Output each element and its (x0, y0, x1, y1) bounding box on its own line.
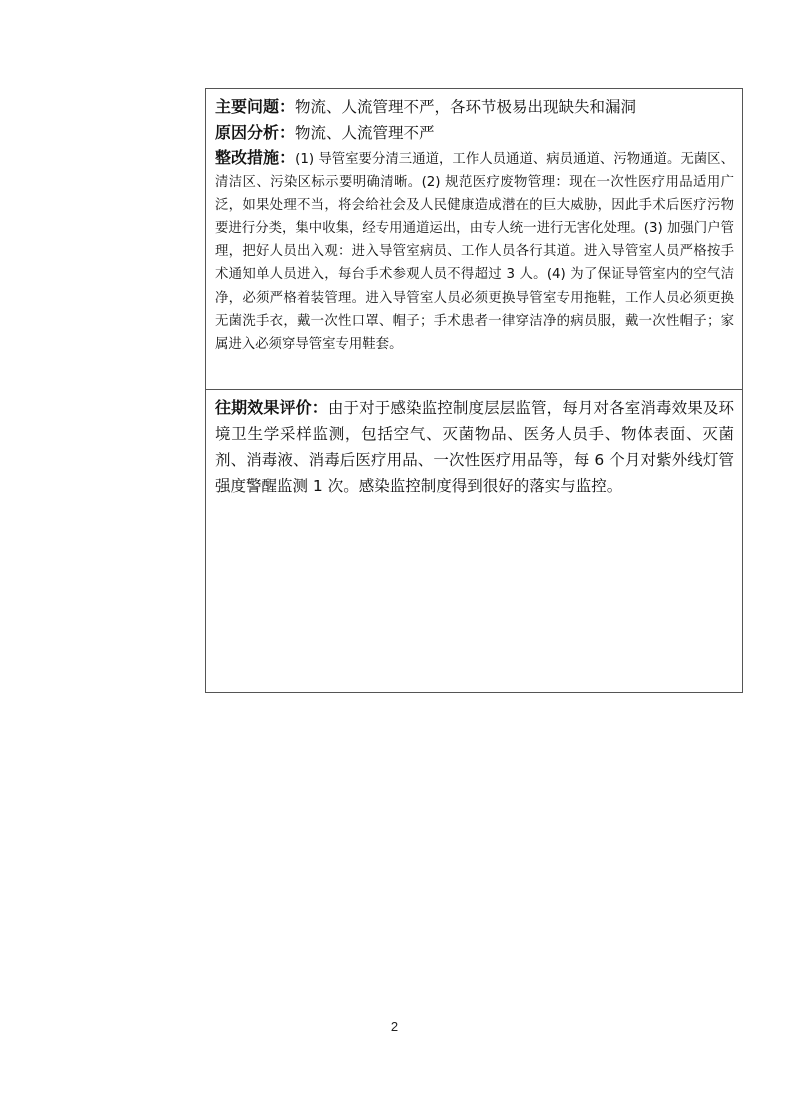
page-number: 2 (390, 1019, 399, 1034)
cause-analysis-text: 物流、人流管理不严 (295, 124, 435, 142)
cause-analysis-row (215, 120, 734, 146)
report-table (205, 88, 743, 693)
evaluation-cell (206, 390, 742, 692)
issue-analysis-cell (206, 89, 742, 390)
main-issue-label: 主要问题： (215, 97, 296, 116)
corrective-measures-text: (1) 导管室要分清三通道，工作人员通道、病员通道、污物通道。无菌区、清洁区、污染区标示要明确清晰。(2) 规范医疗废物管理：现在一次性医疗用品适用广泛，如果处理不当，将会给社会及人民健康造成潜在的巨大威胁，因此手术后医疗污物要进行分类，集中收集，经专用通道运出，由专人统一进行无害化处理。(3) 加强门户管理，把好人员出入观：进入导管室病员、工作人员各行其道。进入导管室人员严格按手术通知单人员进入，每台手术参观人员不得超过 3 人。(4) 为了保证导管室内的空气洁净，必须严格着装管理。进入导管室人员必须更换导管室专用拖鞋，工作人员必须更换无菌洗手衣，戴一次性口罩、帽子；手术患者一律穿洁净的病员服，戴一次性帽子；家属进入必须穿导管室专用鞋套。 (215, 152, 734, 352)
main-issue-row (215, 94, 734, 120)
corrective-measures-label: 整改措施： (215, 148, 296, 167)
cause-analysis-label: 原因分析： (215, 123, 296, 142)
main-issue-text: 物流、人流管理不严，各环节极易出现缺失和漏洞 (295, 98, 637, 116)
past-evaluation-label: 往期效果评价： (215, 398, 328, 417)
past-evaluation-text: 由于对于感染监控制度层层监管，每月对各室消毒效果及环境卫生学采样监测，包括空气、灭菌物品、医务人员手、物体表面、灭菌剂、消毒液、消毒后医疗用品、一次性医疗用品等，每 6 个月对紫外线灯管强度警醒监测 1 次。感染监控制度得到很好的落实与监控。 (215, 399, 734, 495)
past-evaluation-row (215, 395, 734, 499)
corrective-measures-row (215, 146, 734, 356)
